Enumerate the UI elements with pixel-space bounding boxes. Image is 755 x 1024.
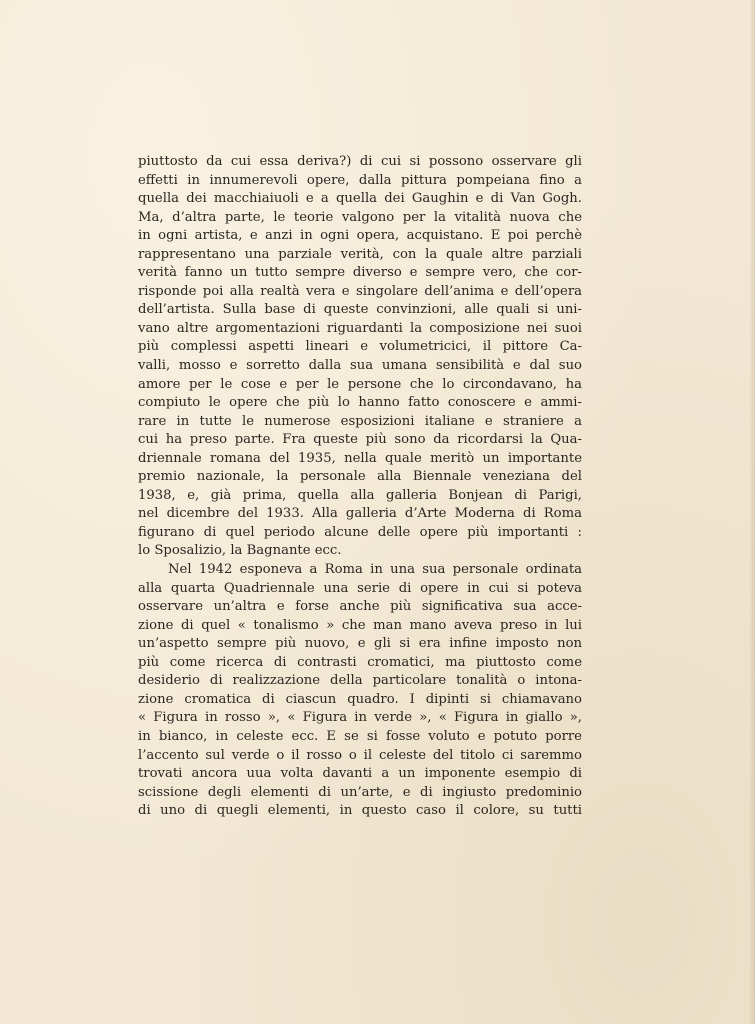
text-line: risponde poi alla realtà vera e singolare dell’anima e dell’opera xyxy=(138,283,582,299)
text-line: valli, mosso e sorretto dalla sua umana sensibilità e dal suo xyxy=(138,358,582,374)
text-line: effetti in innumerevoli opere, dalla pittura pompeiana fino a xyxy=(138,172,582,188)
text-line: rare in tutte le numerose esposizioni italiane e straniere a xyxy=(138,413,582,429)
text-line: nel dicembre del 1933. Alla galleria d’Arte Moderna di Roma xyxy=(138,506,582,522)
text-line: driennale romana del 1935, nella quale meritò un importante xyxy=(138,450,582,466)
text-line: di uno di quegli elementi, in questo caso il colore, su tutti xyxy=(138,803,582,819)
text-line: trovati ancora uua volta davanti a un imponente esempio di xyxy=(138,766,582,782)
text-line: amore per le cose e per le persone che lo circondavano, ha xyxy=(138,376,582,392)
text-line: dell’artista. Sulla base di queste convinzioni, alle quali si uni- xyxy=(138,302,582,318)
paragraph-end-line: lo Sposalizio, la Bagnante ecc. xyxy=(138,543,342,559)
text-line: « Figura in rosso », « Figura in verde », « Figura in giallo », xyxy=(138,710,582,726)
text-line: quella dei macchiaiuoli e a quella dei Gaughin e di Van Gogh. xyxy=(138,191,582,207)
text-line: cui ha preso parte. Fra queste più sono da ricordarsi la Qua- xyxy=(138,432,582,448)
paragraph-start-line: Nel 1942 esponeva a Roma in una sua personale ordinata xyxy=(168,562,582,578)
text-line: premio nazionale, la personale alla Biennale veneziana del xyxy=(138,469,582,485)
text-line: più come ricerca di contrasti cromatici, ma piuttosto come xyxy=(138,654,582,670)
text-line: figurano di quel periodo alcune delle opere più importanti : xyxy=(138,524,582,540)
text-line: in bianco, in celeste ecc. E se si fosse voluto e potuto porre xyxy=(138,728,582,744)
text-line: vano altre argomentazioni riguardanti la composizione nei suoi xyxy=(138,320,582,336)
text-line: zione cromatica di ciascun quadro. I dipinti si chiamavano xyxy=(138,691,582,707)
page-edge-shadow xyxy=(749,0,755,1024)
text-line: rappresentano una parziale verità, con la quale altre parziali xyxy=(138,246,582,262)
text-line: desiderio di realizzazione della particolare tonalità o intona- xyxy=(138,673,582,689)
text-line: verità fanno un tutto sempre diverso e sempre vero, che cor- xyxy=(138,265,582,281)
text-line: Ma, d’altra parte, le teorie valgono per la vitalità nuova che xyxy=(138,209,582,225)
body-text xyxy=(138,153,582,821)
text-line: un’aspetto sempre più nuovo, e gli si era infine imposto non xyxy=(138,636,582,652)
text-line: più complessi aspetti lineari e volumetricici, il pittore Ca- xyxy=(138,339,582,355)
text-line: piuttosto da cui essa deriva?) di cui si possono osservare gli xyxy=(138,154,582,169)
text-line: 1938, e, già prima, quella alla galleria Bonjean di Parigi, xyxy=(138,487,582,503)
text-line: l’accento sul verde o il rosso o il celeste del titolo ci saremmo xyxy=(138,747,582,763)
text-line: zione di quel « tonalismo » che man mano aveva preso in lui xyxy=(138,617,582,633)
text-line: in ogni artista, e anzi in ogni opera, acquistano. E poi perchè xyxy=(138,228,582,244)
text-line: scissione degli elementi di un’arte, e di ingiusto predominio xyxy=(138,784,582,800)
text-line: osservare un’altra e forse anche più significativa sua acce- xyxy=(138,599,582,615)
text-line: alla quarta Quadriennale una serie di opere in cui si poteva xyxy=(138,580,582,596)
text-line: compiuto le opere che più lo hanno fatto conoscere e ammi- xyxy=(138,395,582,411)
